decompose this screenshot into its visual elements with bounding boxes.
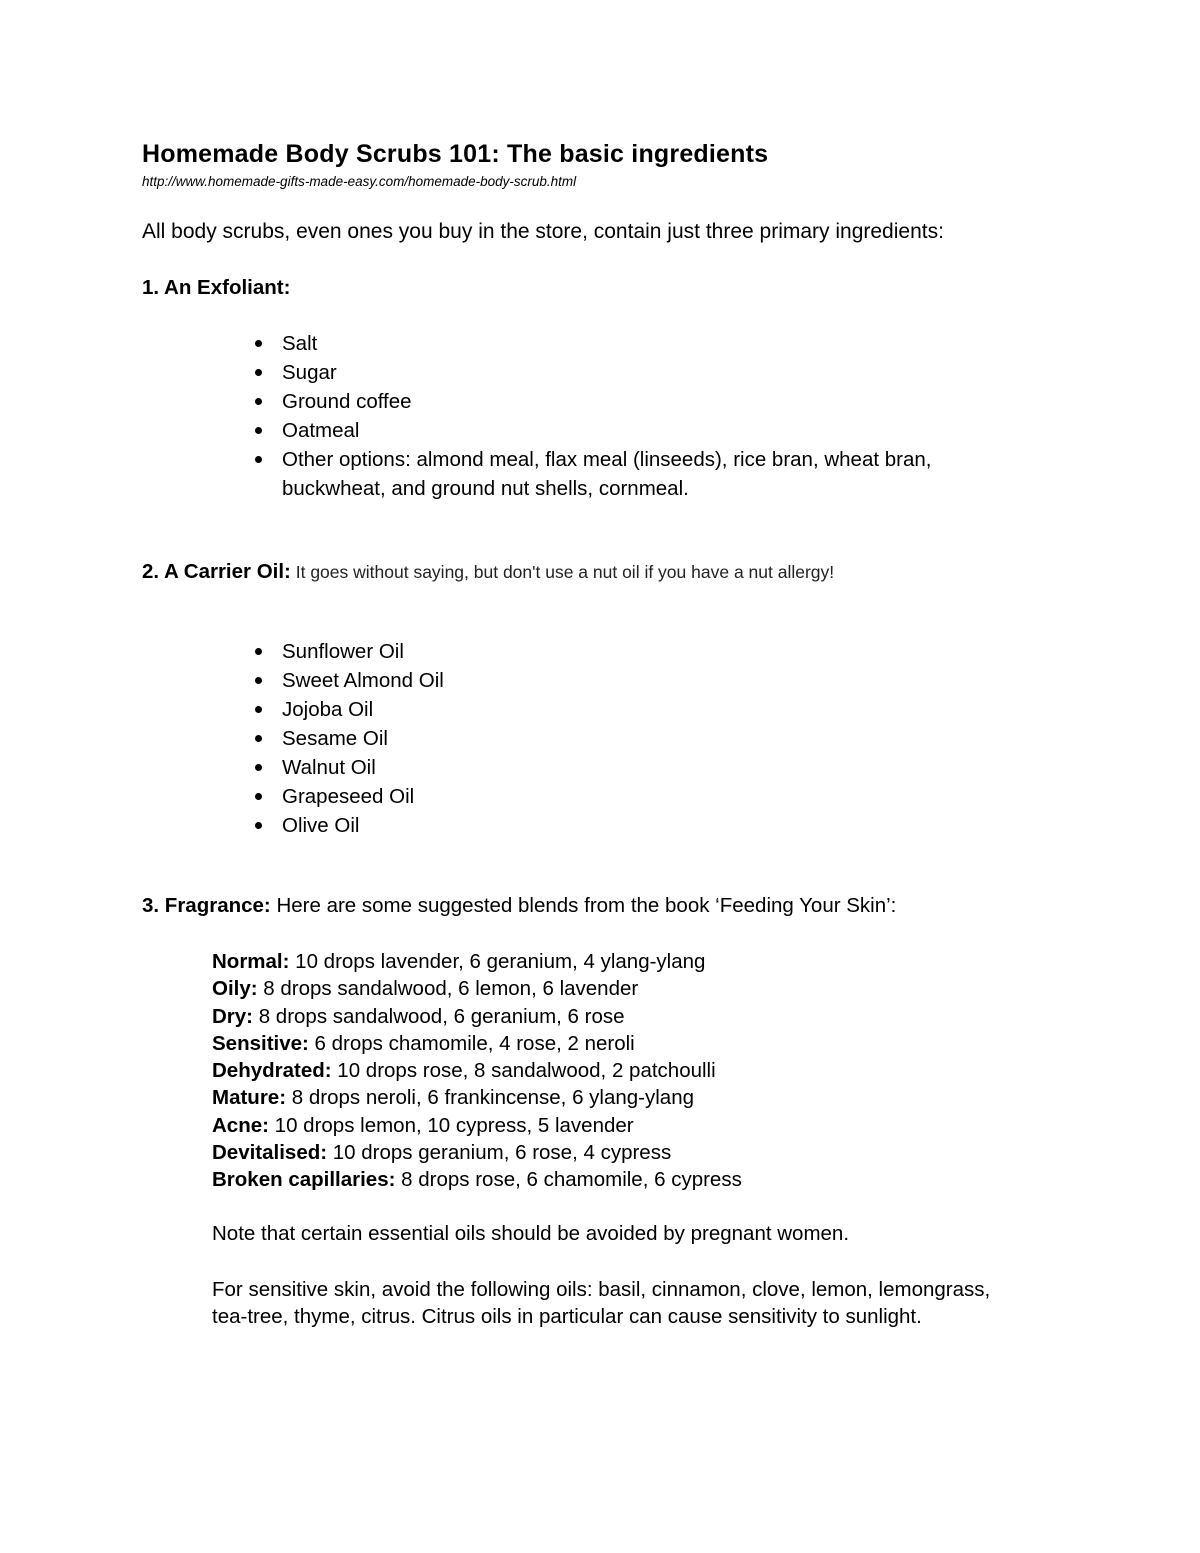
source-url: http://www.homemade-gifts-made-easy.com/homemade-body-scrub.html — [142, 174, 577, 189]
blend-row — [212, 1112, 742, 1139]
list-item: Salt — [252, 329, 931, 358]
list-item: Oatmeal — [252, 416, 931, 445]
blend-row — [212, 1057, 742, 1084]
blend-text: 10 drops lavender, 6 geranium, 4 ylang-ylang — [289, 950, 706, 973]
section-note: Here are some suggested blends from the book ‘Feeding Your Skin’: — [270, 894, 897, 917]
blend-label: Oily: — [212, 977, 258, 1001]
blend-label: Dehydrated: — [212, 1059, 332, 1083]
blend-label: Dry: — [212, 1004, 254, 1028]
list-item: Sesame Oil — [252, 724, 444, 753]
section-heading-label: 2. A Carrier Oil: — [142, 560, 291, 583]
section-note: It goes without saying, but don't use a nut oil if you have a nut allergy! — [290, 562, 835, 582]
blend-row — [212, 1003, 742, 1030]
blend-text: 8 drops sandalwood, 6 geranium, 6 rose — [253, 1004, 625, 1028]
blend-row — [212, 948, 742, 975]
list-item: Sunflower Oil — [252, 637, 444, 666]
pregnancy-note: Note that certain essential oils should be avoided by pregnant women. — [212, 1222, 850, 1245]
sensitive-note-line: tea-tree, thyme, citrus. Citrus oils in particular can cause sensitivity to sunlight. — [212, 1305, 922, 1328]
list-item-line: buckwheat, and ground nut shells, cornmeal. — [282, 477, 689, 500]
exfoliant-list — [252, 329, 931, 503]
intro-paragraph: All body scrubs, even ones you buy in the store, contain just three primary ingredients: — [142, 220, 944, 243]
blend-label: Sensitive: — [212, 1031, 309, 1055]
carrier-oil-list — [252, 637, 444, 840]
section-heading-label: 3. Fragrance: — [142, 894, 271, 917]
blend-row — [212, 1030, 742, 1057]
blend-label: Acne: — [212, 1113, 269, 1137]
list-item-line: Other options: almond meal, flax meal (linseeds), rice bran, wheat bran, — [282, 448, 932, 471]
blend-text: 8 drops sandalwood, 6 lemon, 6 lavender — [257, 977, 639, 1001]
list-item: Jojoba Oil — [252, 695, 444, 724]
section-heading-carrier-oil — [142, 560, 834, 584]
blend-row — [212, 975, 742, 1002]
section-heading-fragrance — [142, 894, 896, 918]
fragrance-blends-list — [212, 948, 742, 1194]
list-item: Grapeseed Oil — [252, 782, 444, 811]
blend-label: Broken capillaries: — [212, 1168, 396, 1192]
sensitive-skin-note — [212, 1276, 990, 1330]
list-item: Ground coffee — [252, 387, 931, 416]
blend-label: Mature: — [212, 1086, 287, 1110]
list-item: Sweet Almond Oil — [252, 666, 444, 695]
list-item: Walnut Oil — [252, 753, 444, 782]
sensitive-note-line: For sensitive skin, avoid the following oils: basil, cinnamon, clove, lemon, lemongrass, — [212, 1278, 991, 1301]
blend-row — [212, 1166, 742, 1193]
document-title: Homemade Body Scrubs 101: The basic ingredients — [142, 140, 769, 168]
list-item — [252, 445, 931, 503]
blend-label: Normal: — [212, 950, 290, 973]
blend-text: 8 drops rose, 6 chamomile, 6 cypress — [395, 1168, 742, 1192]
blend-text: 10 drops lemon, 10 cypress, 5 lavender — [268, 1113, 634, 1137]
blend-text: 6 drops chamomile, 4 rose, 2 neroli — [308, 1031, 635, 1055]
section-heading-exfoliant: 1. An Exfoliant: — [142, 276, 291, 299]
blend-text: 10 drops rose, 8 sandalwood, 2 patchoulli — [331, 1059, 716, 1083]
blend-text: 10 drops geranium, 6 rose, 4 cypress — [327, 1141, 672, 1165]
list-item: Sugar — [252, 358, 931, 387]
blend-text: 8 drops neroli, 6 frankincense, 6 ylang-ylang — [286, 1086, 695, 1110]
blend-label: Devitalised: — [212, 1141, 328, 1165]
blend-row — [212, 1139, 742, 1166]
blend-row — [212, 1084, 742, 1111]
list-item: Olive Oil — [252, 811, 444, 840]
